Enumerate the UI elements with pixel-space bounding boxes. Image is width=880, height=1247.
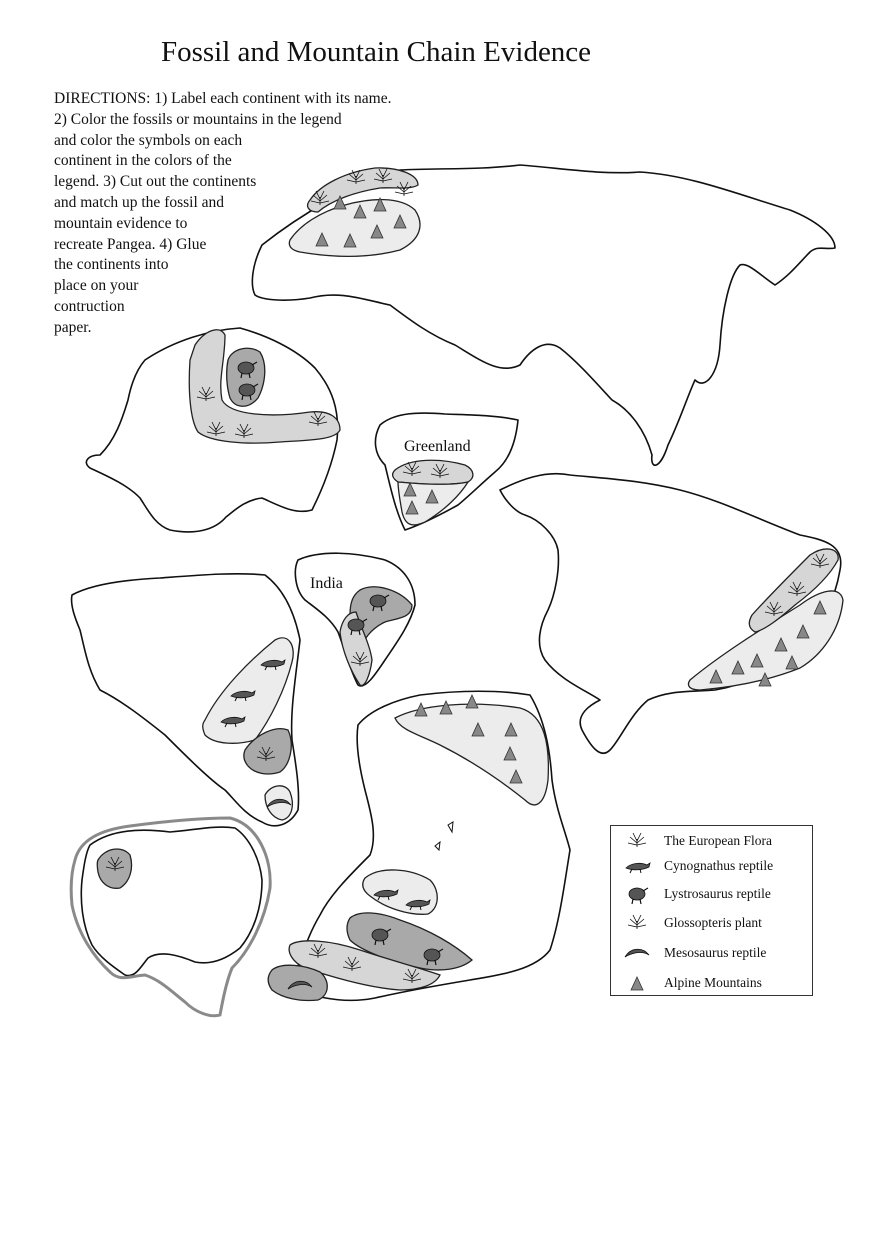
glossopteris-icon [619, 912, 655, 934]
cynognathus-icon [619, 855, 655, 877]
legend-item-european-flora [611, 830, 811, 852]
directions-line: continent in the colors of the [54, 152, 232, 170]
legend-item-cynognathus [611, 855, 811, 877]
european-flora-icon [619, 830, 655, 852]
south-america-continent [268, 691, 570, 1000]
legend-label: Alpine Mountains [664, 975, 762, 990]
directions-line: recreate Pangea. 4) Glue [54, 235, 207, 253]
legend-label: Lystrosaurus reptile [664, 886, 771, 901]
alpine-mountain-icon [619, 972, 655, 994]
legend-label: Cynognathus reptile [664, 858, 774, 873]
directions-line: place on your [54, 277, 139, 295]
directions-line: legend. 3) Cut out the continents [54, 173, 257, 191]
directions-line: mountain evidence to [54, 214, 188, 232]
legend-label: Mesosaurus reptile [664, 945, 767, 960]
legend-item-alpine-mountains [611, 972, 811, 994]
page-title: Fossil and Mountain Chain Evidence [160, 36, 592, 68]
africa-continent [72, 574, 300, 826]
legend-item-lystrosaurus [611, 883, 811, 905]
greenland-continent [375, 413, 518, 530]
india-label: India [310, 575, 343, 592]
antarctica-continent [86, 328, 340, 532]
greenland-label: Greenland [404, 438, 471, 455]
directions-line: paper. [54, 318, 92, 336]
legend-box [610, 825, 813, 996]
directions-line: and color the symbols on each [54, 131, 243, 149]
legend-item-mesosaurus [611, 942, 811, 964]
legend-label: Glossopteris plant [664, 915, 762, 930]
directions-line: DIRECTIONS: 1) Label each continent with its name. [54, 90, 392, 107]
legend-item-glossopteris [611, 912, 811, 934]
mesosaurus-icon [619, 942, 655, 964]
australia-continent [71, 818, 270, 1016]
directions-line: the continents into [54, 256, 169, 274]
india-continent [295, 553, 415, 686]
directions-line: 2) Color the fossils or mountains in the legend [54, 110, 342, 128]
lystrosaurus-icon [619, 883, 655, 905]
directions-line: and match up the fossil and [54, 193, 225, 211]
directions-line: contruction [54, 297, 125, 315]
eurasia-continent [252, 165, 835, 465]
legend-label: The European Flora [664, 833, 772, 848]
north-america-continent [500, 474, 843, 754]
